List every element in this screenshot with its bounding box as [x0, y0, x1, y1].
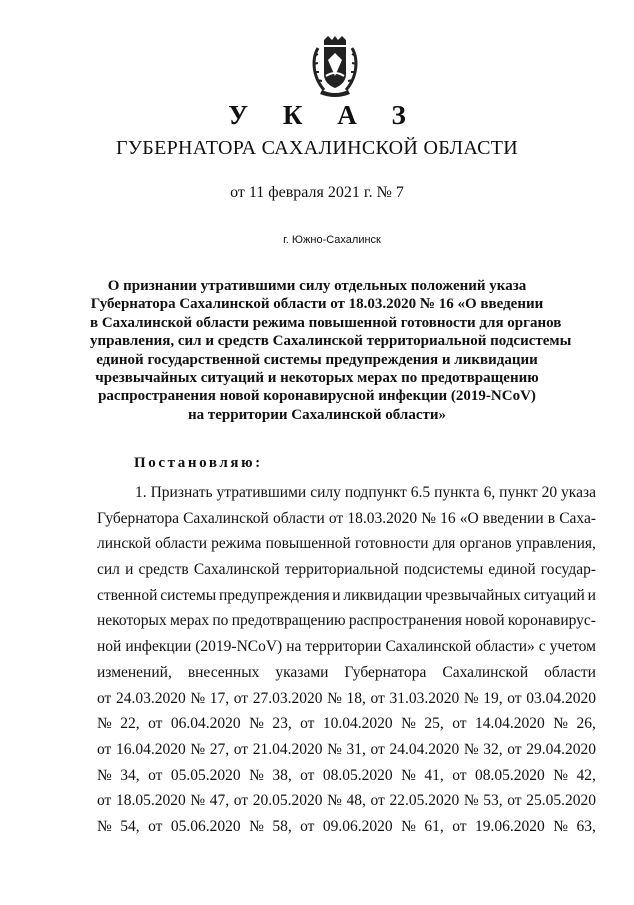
body-line: 1. Признать утратившими силу подпункт 6.5 пункта 6, пункт 20 указа	[135, 484, 596, 501]
body-line: ной инфекции (2019-NCoV) на территории Сахалинской области» с учетом	[97, 638, 596, 656]
document-body	[97, 480, 596, 840]
document-city: г. Южно-Сахалинск	[283, 234, 381, 246]
document-subject	[90, 277, 572, 424]
body-line: ственной системы предупреждения и ликвидации чрезвычайных ситуаций и	[97, 586, 596, 604]
body-line: № 54, от 05.06.2020 № 58, от 09.06.2020 № 61, от 19.06.2020 № 63,	[97, 817, 596, 835]
document-title: У К А З	[228, 100, 420, 130]
subject-line: управления, сил и средств Сахалинской территориальной подсистемы	[90, 333, 572, 350]
subject-line: Губернатора Сахалинской области от 18.03.2020 № 16 «О введении	[90, 296, 544, 313]
body-line: № 22, от 06.04.2020 № 23, от 10.04.2020 № 25, от 14.04.2020 № 26,	[97, 715, 596, 733]
body-line: от 24.03.2020 № 17, от 27.03.2020 № 18, от 31.03.2020 № 19, от 03.04.2020	[97, 689, 596, 707]
subject-line: распространения новой коронавирусной инфекции (2019-NCoV)	[98, 388, 536, 405]
coat-of-arms-icon	[310, 36, 360, 98]
body-line: от 16.04.2020 № 27, от 21.04.2020 № 31, от 24.04.2020 № 32, от 29.04.2020	[97, 740, 596, 758]
issuing-authority: ГУБЕРНАТОРА САХАЛИНСКОЙ ОБЛАСТИ	[115, 137, 518, 159]
decree-word: Постановляю:	[134, 455, 263, 471]
document-date: от 11 февраля 2021 г. № 7	[230, 184, 404, 201]
body-line: № 34, от 05.05.2020 № 38, от 08.05.2020 № 41, от 08.05.2020 № 42,	[97, 766, 596, 784]
subject-line: чрезвычайных ситуаций и некоторых мерах по предотвращению	[95, 370, 539, 387]
body-line: Губернатора Сахалинской области от 18.03.2020 № 16 «О введении в Саха-	[97, 509, 596, 527]
body-line: линской области режима повышенной готовности для органов управления,	[97, 535, 596, 553]
body-line: сил и средств Сахалинской территориальной подсистемы единой государ-	[97, 561, 596, 579]
subject-line: О признании утратившими силу отдельных положений указа	[107, 278, 527, 294]
body-line: некоторых мерах по предотвращению распространения новой коронавирус-	[97, 612, 596, 630]
subject-line: на территории Сахалинской области»	[188, 406, 446, 423]
body-line: изменений, внесенных указами Губернатора Сахалинской области	[97, 663, 596, 681]
body-line: от 18.05.2020 № 47, от 20.05.2020 № 48, от 22.05.2020 № 53, от 25.05.2020	[97, 792, 596, 810]
subject-line: в Сахалинской области режима повышенной готовности для органов	[90, 314, 562, 331]
subject-line: единой государственной системы предупреждения и ликвидации	[96, 351, 538, 368]
